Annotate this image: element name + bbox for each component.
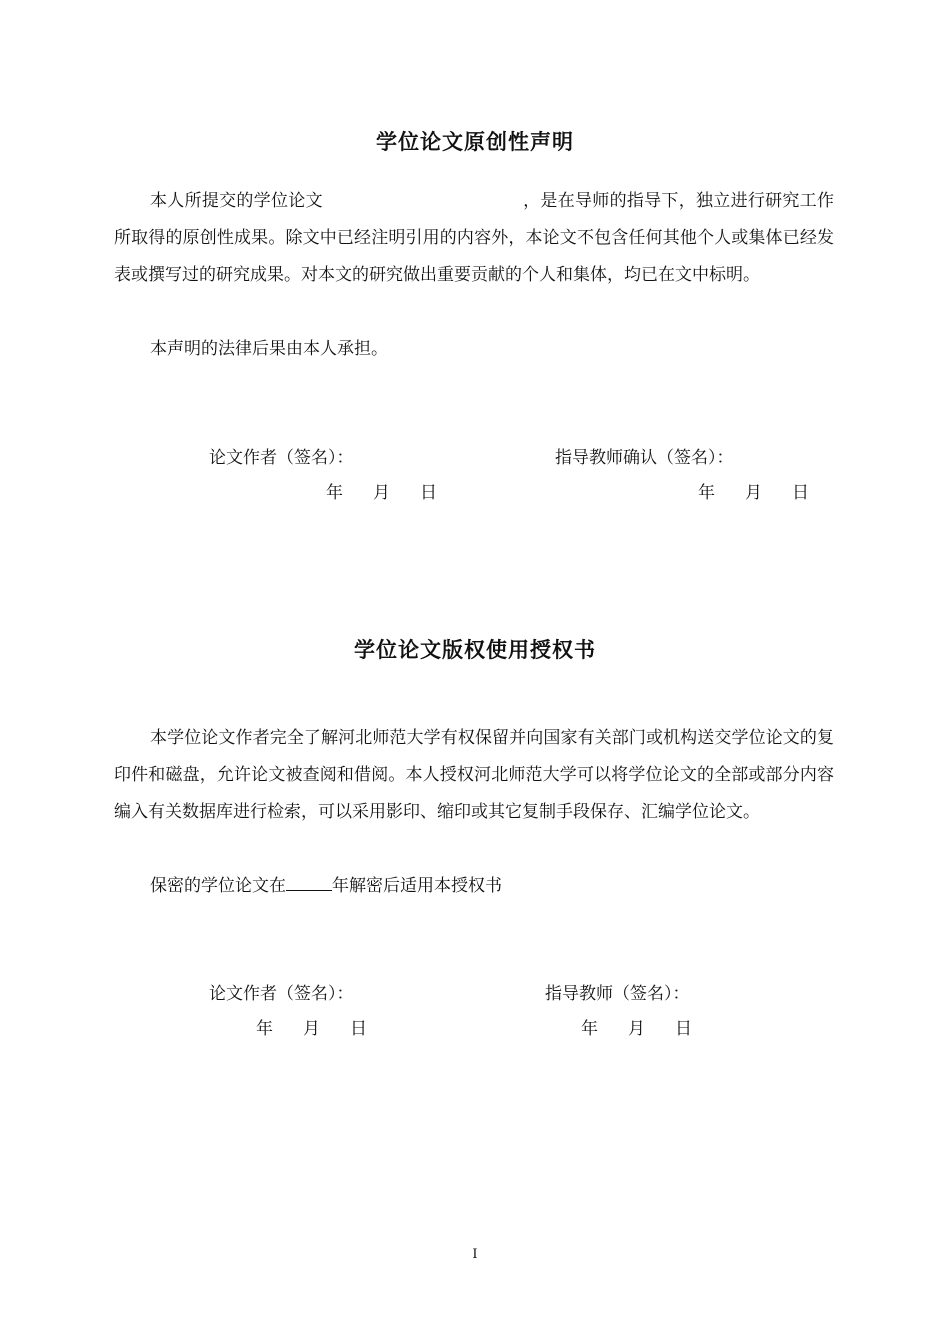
date-month: 月	[303, 1019, 320, 1039]
date-day: 日	[420, 483, 437, 503]
authorization-advisor-date	[581, 1017, 692, 1041]
confidentiality-statement-start: 保密的学位论文在	[150, 876, 286, 896]
confidentiality-statement	[114, 868, 834, 905]
date-month: 月	[628, 1019, 645, 1039]
declaration-advisor-signature-label: 指导教师确认（签名）：	[555, 448, 734, 468]
date-day: 日	[675, 1019, 692, 1039]
date-day: 日	[350, 1019, 367, 1039]
date-month: 月	[373, 483, 390, 503]
declaration-paragraph	[114, 183, 834, 294]
declaration-paragraph-start: 本人所提交的学位论文	[150, 191, 323, 211]
date-year: 年	[698, 483, 715, 503]
declaration-legal-statement: 本声明的法律后果由本人承担。	[150, 339, 388, 359]
declaration-title: 学位论文原创性声明	[376, 130, 574, 154]
date-year: 年	[326, 483, 343, 503]
declaration-paragraph-rest: ，是在导师的指导下，独立进行研究工作所取得的原创性成果。除文中已经注明引用的内容外，本论文不包含任何其他个人或集体已经发表或撰写过的研究成果。对本文的研究做出重要贡献的个人和集体，均已在文中标明。	[114, 191, 835, 285]
date-year: 年	[256, 1019, 273, 1039]
confidentiality-statement-end: 年解密后适用本授权书	[332, 876, 502, 896]
date-year: 年	[581, 1019, 598, 1039]
page-number: I	[472, 1247, 478, 1262]
authorization-advisor-signature-label: 指导教师（签名）：	[545, 984, 690, 1004]
years-blank	[286, 876, 332, 891]
declaration-advisor-date	[698, 481, 809, 505]
declaration-author-signature-label: 论文作者（签名）：	[209, 448, 354, 468]
date-month: 月	[745, 483, 762, 503]
authorization-author-signature-label: 论文作者（签名）：	[209, 984, 354, 1004]
declaration-author-date	[326, 481, 437, 505]
date-day: 日	[792, 483, 809, 503]
authorization-title: 学位论文版权使用授权书	[354, 638, 596, 662]
authorization-paragraph: 本学位论文作者完全了解河北师范大学有权保留并向国家有关部门或机构送交学位论文的复印件和磁盘，允许论文被查阅和借阅。本人授权河北师范大学可以将学位论文的全部或部分内容编入有关数据库进行检索，可以采用影印、缩印或其它复制手段保存、汇编学位论文。	[114, 728, 834, 822]
authorization-author-date	[256, 1017, 367, 1041]
